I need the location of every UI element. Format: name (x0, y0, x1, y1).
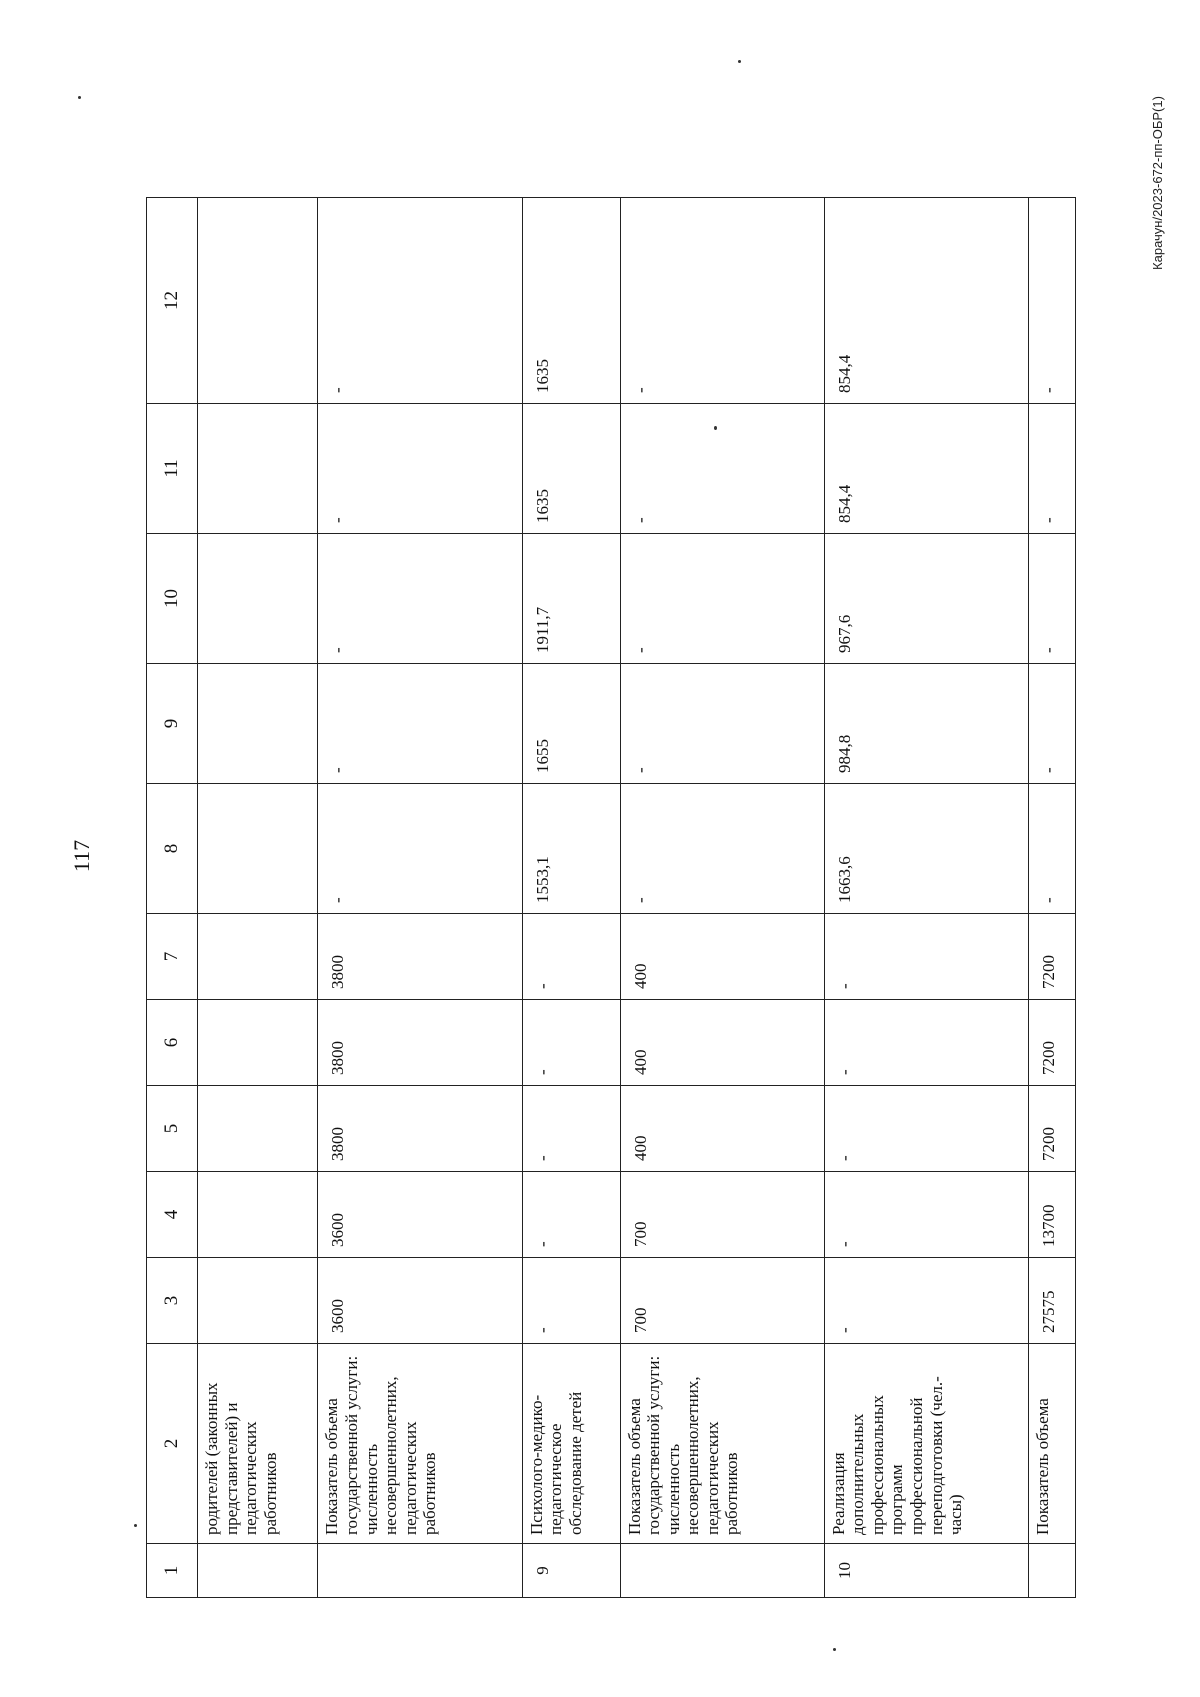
table-row (824, 198, 1028, 1598)
table-cell: 700 (620, 1258, 824, 1344)
table-cell: - (1029, 534, 1076, 664)
table-cell: - (522, 1000, 620, 1086)
table-cell: - (318, 404, 522, 534)
column-header: 8 (147, 784, 198, 914)
table-cell: - (620, 784, 824, 914)
table-cell: - (1029, 664, 1076, 784)
table-cell: - (824, 914, 1028, 1000)
table-cell: - (522, 914, 620, 1000)
table-cell: - (824, 1172, 1028, 1258)
row-label: родителей (законных представителей) и педагогических работников (198, 1344, 318, 1544)
table-row (198, 198, 318, 1598)
table-cell: - (318, 534, 522, 664)
table-cell: - (620, 404, 824, 534)
table-row (1029, 198, 1076, 1598)
table-cell: - (1029, 404, 1076, 534)
table-cell: - (620, 534, 824, 664)
row-label: Реализация дополнительных профессиональных программ профессиональной переподготовки (чел.-часы) (824, 1344, 1028, 1544)
column-header: 3 (147, 1258, 198, 1344)
table-cell: 7200 (1029, 1000, 1076, 1086)
scan-speck (134, 1524, 137, 1527)
row-number: 9 (522, 1544, 620, 1598)
table-cell: 3800 (318, 1086, 522, 1172)
table-cell (198, 1258, 318, 1344)
table-cell: - (522, 1172, 620, 1258)
table-cell (198, 534, 318, 664)
row-number (620, 1544, 824, 1598)
column-header: 6 (147, 1000, 198, 1086)
row-number (198, 1544, 318, 1598)
table-cell (198, 1172, 318, 1258)
column-header: 2 (147, 1344, 198, 1544)
table-row (318, 198, 522, 1598)
table-cell: 3800 (318, 1000, 522, 1086)
column-header: 10 (147, 534, 198, 664)
table-cell: - (620, 198, 824, 404)
column-header: 9 (147, 664, 198, 784)
scan-speck (78, 96, 81, 99)
table-cell: 854,4 (824, 198, 1028, 404)
table-cell: 1911,7 (522, 534, 620, 664)
table-cell: 1553,1 (522, 784, 620, 914)
scan-speck (738, 60, 741, 63)
table-cell: - (318, 198, 522, 404)
table-cell: - (1029, 198, 1076, 404)
row-number: 10 (824, 1544, 1028, 1598)
table-cell: 854,4 (824, 404, 1028, 534)
table-cell: 3800 (318, 914, 522, 1000)
row-label: Показатель объема государственной услуги: численность несовершеннолетних, педагогических работников (620, 1344, 824, 1544)
column-header: 11 (147, 404, 198, 534)
column-header: 5 (147, 1086, 198, 1172)
table-cell: 3600 (318, 1258, 522, 1344)
table-cell: 1655 (522, 664, 620, 784)
table-cell: 984,8 (824, 664, 1028, 784)
table-cell: 967,6 (824, 534, 1028, 664)
data-table (146, 197, 1076, 1598)
table-cell: 13700 (1029, 1172, 1076, 1258)
table-cell (198, 914, 318, 1000)
row-number (318, 1544, 522, 1598)
table-header-row (147, 198, 198, 1598)
table-cell (198, 1000, 318, 1086)
table-cell: 400 (620, 1000, 824, 1086)
document-reference: Карачун/2023-672-пп-ОБР(1) (1150, 96, 1165, 270)
table-cell: - (824, 1258, 1028, 1344)
table-cell: 700 (620, 1172, 824, 1258)
column-header: 1 (147, 1544, 198, 1598)
table-cell: 7200 (1029, 914, 1076, 1000)
table-cell (198, 664, 318, 784)
table-cell: - (318, 664, 522, 784)
table-cell: - (824, 1086, 1028, 1172)
column-header: 7 (147, 914, 198, 1000)
column-header: 4 (147, 1172, 198, 1258)
table-cell: 27575 (1029, 1258, 1076, 1344)
table-cell: 400 (620, 914, 824, 1000)
table-cell (198, 784, 318, 914)
row-label: Показатель объема (1029, 1344, 1076, 1544)
table-row (620, 198, 824, 1598)
table-cell: - (318, 784, 522, 914)
table-cell (198, 198, 318, 404)
page-number: 117 (69, 839, 94, 873)
table-cell: - (620, 664, 824, 784)
row-label: Показатель объема государственной услуги: численность несовершеннолетних, педагогических работников (318, 1344, 522, 1544)
column-header: 12 (147, 198, 198, 404)
table-row (522, 198, 620, 1598)
row-number (1029, 1544, 1076, 1598)
table-cell: - (522, 1258, 620, 1344)
table-cell: 3600 (318, 1172, 522, 1258)
table-cell: 1663,6 (824, 784, 1028, 914)
row-label: Психолого-медико-педагогическое обследование детей (522, 1344, 620, 1544)
table-cell (198, 1086, 318, 1172)
table-cell: - (824, 1000, 1028, 1086)
table-cell: 1635 (522, 404, 620, 534)
scan-speck (833, 1648, 836, 1651)
table-cell: 7200 (1029, 1086, 1076, 1172)
table-cell: - (522, 1086, 620, 1172)
table-cell: 400 (620, 1086, 824, 1172)
table-cell: 1635 (522, 198, 620, 404)
table-cell: - (1029, 784, 1076, 914)
table-cell (198, 404, 318, 534)
data-table-rotated (146, 198, 1076, 1598)
